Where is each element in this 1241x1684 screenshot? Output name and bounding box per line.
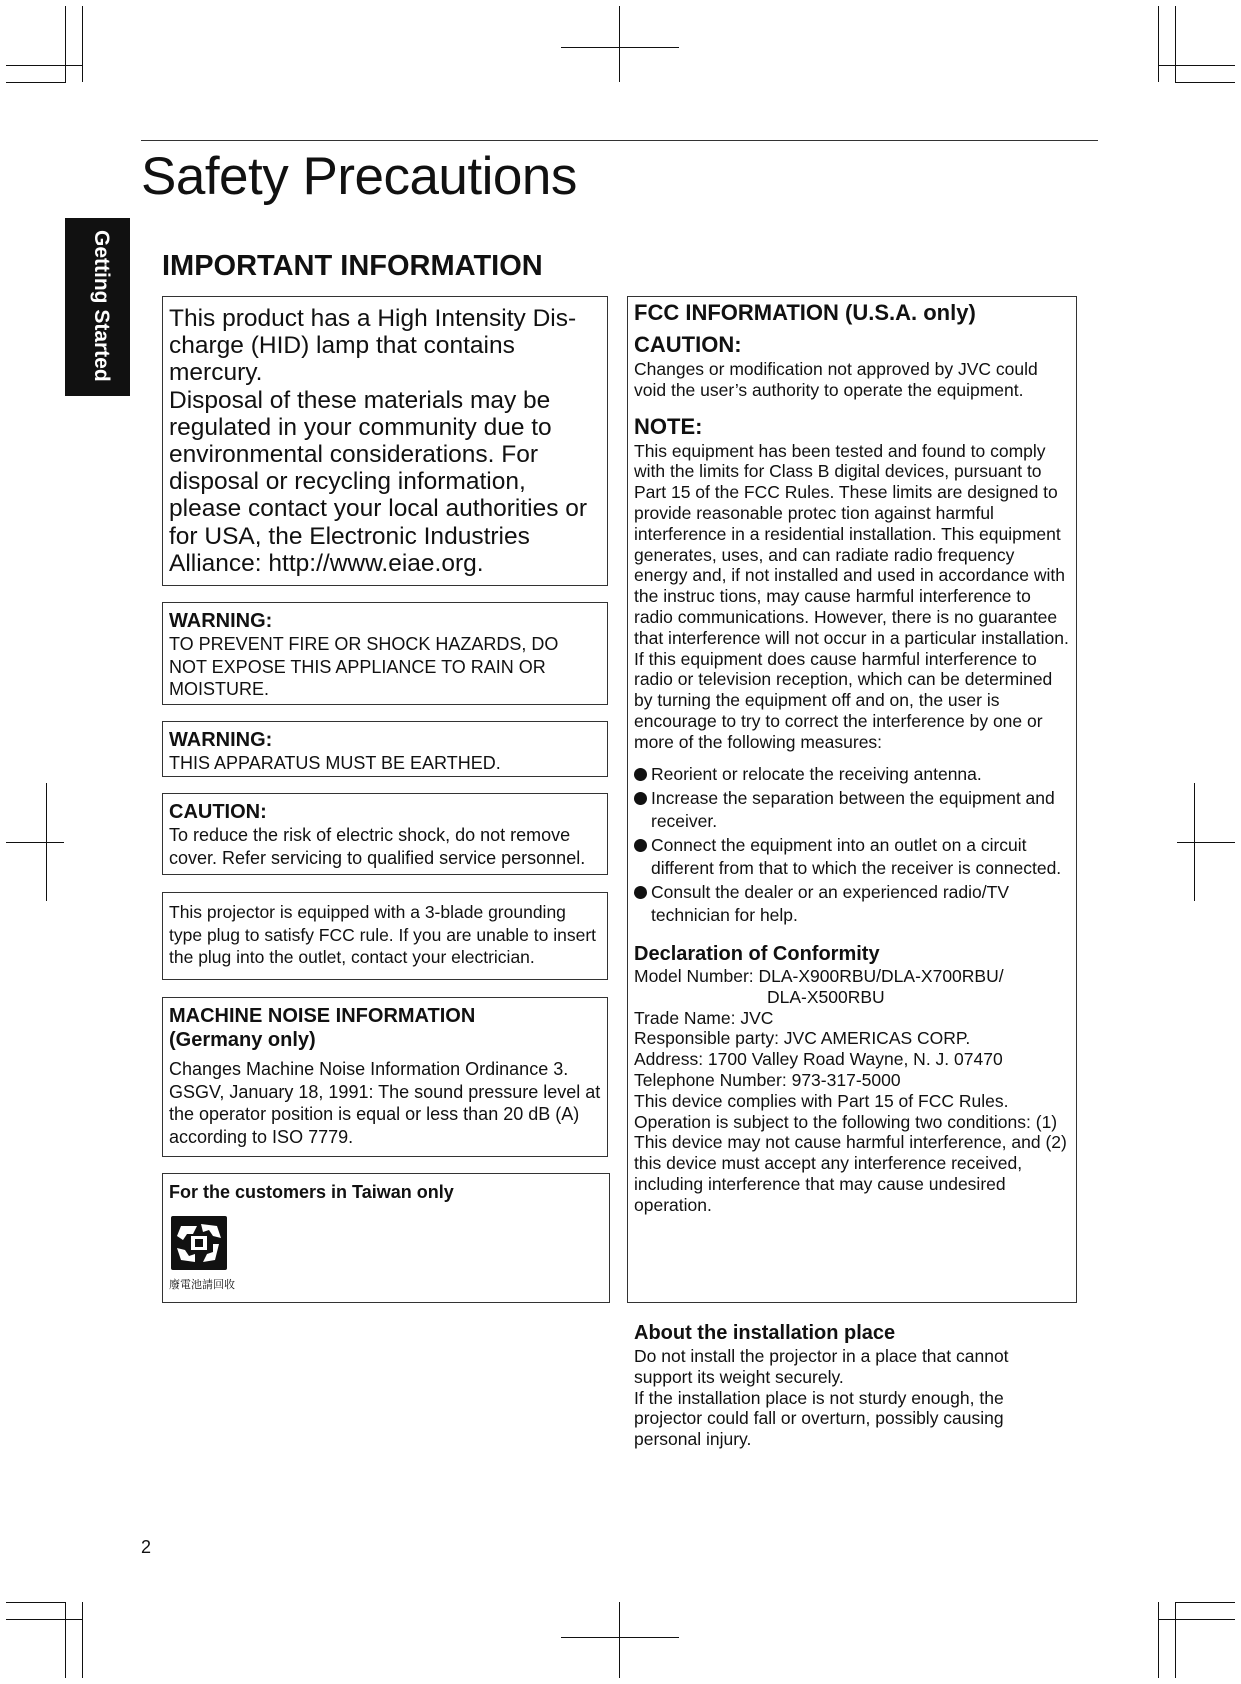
taiwan-box [162, 1173, 610, 1303]
caution-text: To reduce the risk of electric shock, do not remove cover. Refer servicing to qualified service personnel. [169, 825, 586, 868]
fcc-box [627, 296, 1077, 1303]
declaration-model-cont: DLA-X500RBU [767, 986, 885, 1007]
page-title: Safety Precautions [141, 147, 577, 206]
declaration-telephone: Telephone Number: 973-317-5000 [634, 1070, 901, 1091]
list-item: Reorient or relocate the receiving antenna. [634, 763, 1070, 786]
side-tab [65, 218, 130, 396]
installation-section [634, 1320, 1054, 1450]
fcc-caution-label: CAUTION: [634, 332, 742, 357]
bullet-icon [634, 792, 647, 805]
side-tab-label: Getting Started [90, 230, 113, 382]
page-number: 2 [141, 1537, 152, 1557]
declaration-address: Address: 1700 Valley Road Wayne, N. J. 07470 [634, 1049, 1003, 1070]
declaration-responsible: Responsible party: JVC AMERICAS CORP. [634, 1028, 971, 1049]
caution-label: CAUTION: [169, 801, 267, 823]
machine-noise-label: MACHINE NOISE INFORMATION [169, 1005, 476, 1027]
machine-noise-text: Changes Machine Noise Information Ordinance 3. GSGV, January 18, 1991: The sound pressure level at the operator position is equal or less than 20 dB (A) according to ISO 7779. [169, 1059, 601, 1147]
battery-recycling-icon [169, 1214, 229, 1272]
list-item: Connect the equipment into an outlet on a circuit different from that to which the receiver is connected. [634, 834, 1070, 879]
declaration-complies: This device complies with Part 15 of FCC Rules. Operation is subject to the following two conditions: (1) This device may not cause harmful interference, and (2) this device must accept any interference received, including interference that may cause undesired operation. [634, 1090, 1067, 1215]
installation-text-2: If the installation place is not sturdy enough, the projector could fall or overturn, possibly causing personal injury. [634, 1387, 1004, 1450]
taiwan-chinese-text: 廢電池請回收 [169, 1279, 235, 1291]
warning-label: WARNING: [169, 610, 273, 632]
declaration-trade-name: Trade Name: JVC [634, 1007, 774, 1028]
machine-noise-sublabel: (Germany only) [169, 1029, 316, 1051]
declaration-model: Model Number: DLA-X900RBU/DLA-X700RBU/ [634, 966, 1004, 987]
machine-noise-box [162, 997, 608, 1157]
list-item: Increase the separation between the equipment and receiver. [634, 787, 1070, 832]
title-rule [141, 140, 1098, 141]
important-heading: IMPORTANT INFORMATION [162, 250, 543, 282]
plug-box [162, 892, 608, 980]
mercury-box [162, 296, 608, 586]
bullet-icon [634, 886, 647, 899]
fcc-measures-list [634, 763, 1070, 927]
taiwan-label: For the customers in Taiwan only [169, 1182, 454, 1202]
fcc-note-text: This equipment has been tested and found to comply with the limits for Class B digital devices, pursuant to Part 15 of the FCC Rules. These limits are designed to provide reasonable protec tion against harmful interference in a residential installation. This equipment generates, uses, and can radiate radio frequency energy and, if not installed and used in accordance with the instruc tions, may cause harmful interference to radio communications. However, there is no guarantee that interference will not occur in a particular installation. If this equipment does cause harmful interference to radio or television reception, which can be determined by turning the equipment off and on, the user is encourage to try to correct the interference by one or more of the following measures: [634, 440, 1069, 752]
warning-label: WARNING: [169, 729, 273, 751]
declaration-heading: Declaration of Conformity [634, 943, 880, 966]
bullet-icon [634, 839, 647, 852]
fcc-caution-text: Changes or modification not approved by JVC could void the user’s authority to operate the equipment. [634, 359, 1038, 400]
bullet-icon [634, 768, 647, 781]
warning-box-fire [162, 602, 608, 705]
fcc-title: FCC INFORMATION (U.S.A. only) [634, 300, 976, 325]
warning-text: THIS APPARATUS MUST BE EARTHED. [169, 753, 501, 773]
installation-text-1: Do not install the projector in a place that cannot support its weight securely. [634, 1346, 1009, 1387]
caution-box [162, 793, 608, 875]
list-item: Consult the dealer or an experienced radio/TV technician for help. [634, 881, 1070, 926]
warning-text: TO PREVENT FIRE OR SHOCK HAZARDS, DO NOT EXPOSE THIS APPLIANCE TO RAIN OR MOISTURE. [169, 634, 559, 699]
plug-text: This projector is equipped with a 3-blade grounding type plug to satisfy FCC rule. If you are unable to insert the plug into the outlet, contact your electrician. [169, 902, 597, 967]
warning-box-earthed [162, 721, 608, 777]
installation-heading: About the installation place [634, 1322, 896, 1344]
fcc-note-label: NOTE: [634, 413, 703, 439]
mercury-text: This product has a High Intensity Dis-charge (HID) lamp that contains mercury. Disposal of these materials may be regulated in your community due to environmental considerations. For disposal or recycling information, please contact your local authorities or for USA, the Electronic Industries Alliance: http://www.eiae.org. [169, 305, 588, 577]
